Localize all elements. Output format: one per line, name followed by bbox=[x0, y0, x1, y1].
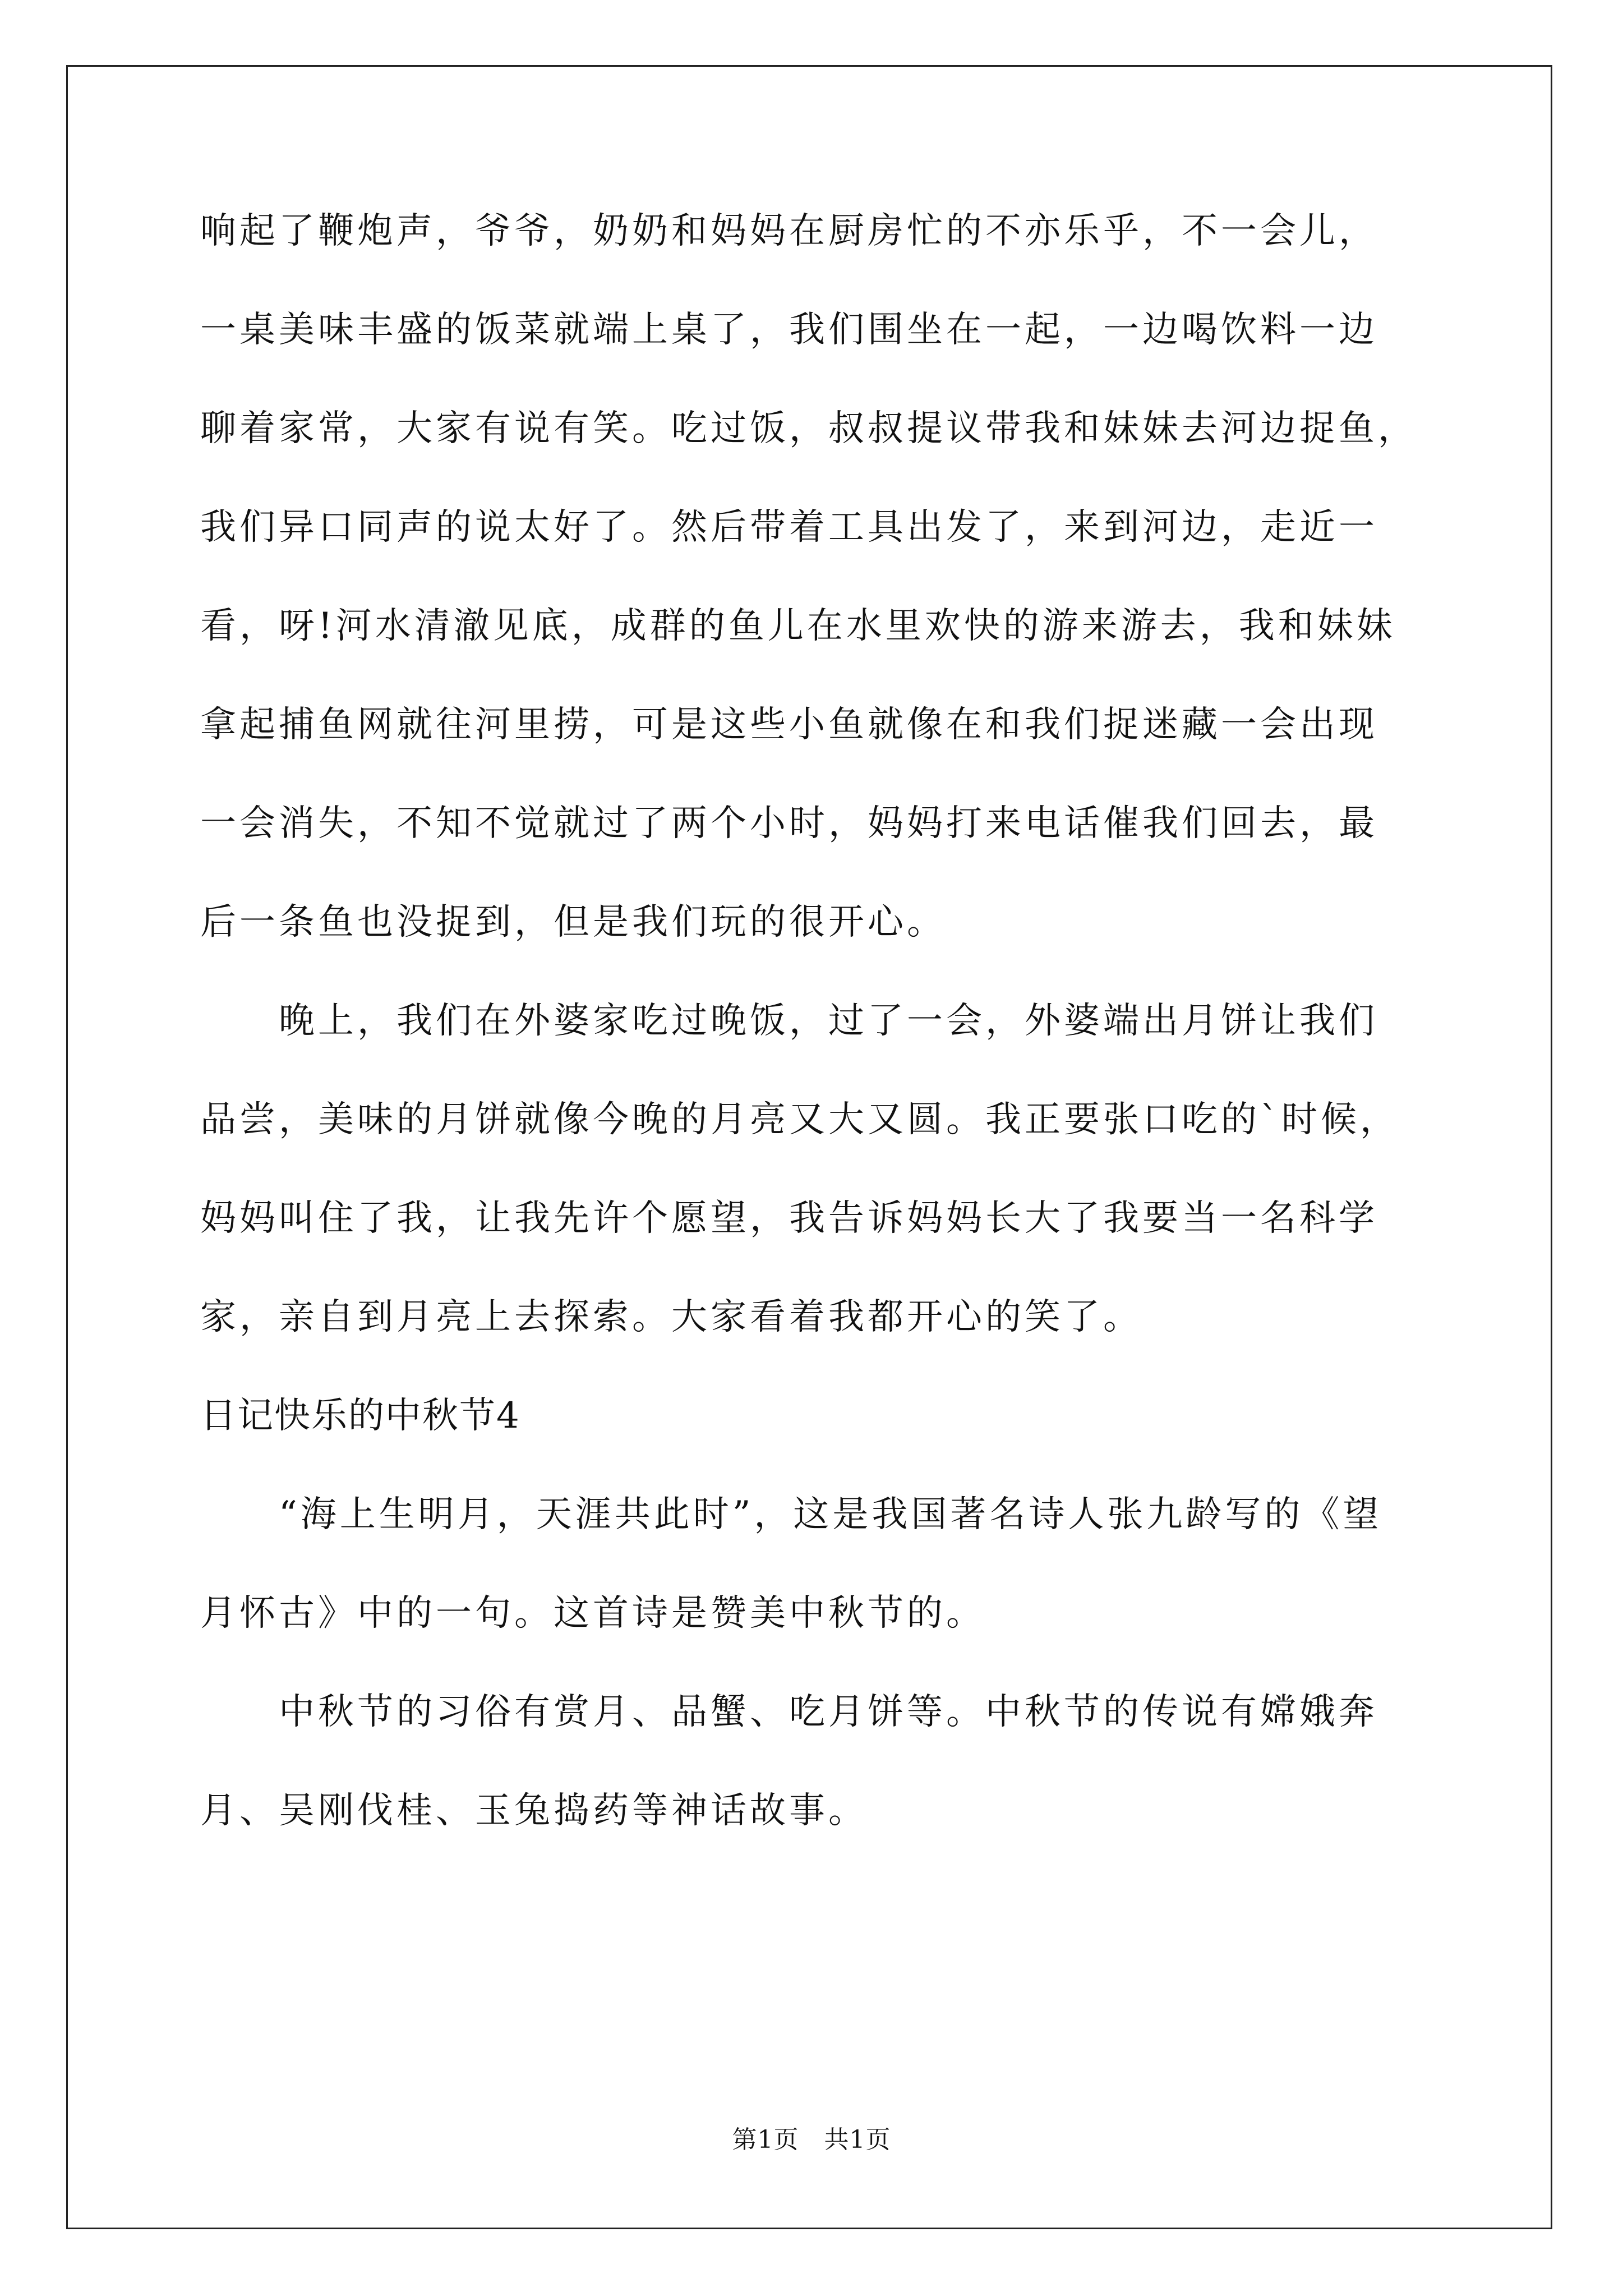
paragraph-line: 妈妈叫住了我，让我先许个愿望，我告诉妈妈长大了我要当一名科学 bbox=[200, 1198, 1378, 1239]
paragraph-line: 月、吴刚伐桂、玉兔捣药等神话故事。 bbox=[200, 1790, 868, 1832]
paragraph-line: 中秋节的习俗有赏月、品蟹、吃月饼等。中秋节的传说有嫦娥奔 bbox=[279, 1691, 1378, 1733]
paragraph-line: 一桌美味丰盛的饭菜就端上桌了，我们围坐在一起，一边喝饮料一边 bbox=[200, 309, 1378, 351]
paragraph-line: 月怀古》中的一句。这首诗是赞美中秋节的。 bbox=[200, 1593, 985, 1634]
paragraph-line: 品尝，美味的月饼就像今晚的月亮又大又圆。我正要张口吃的`时候， bbox=[200, 1099, 1399, 1140]
paragraph-line: 我们异口同声的说太好了。然后带着工具出发了，来到河边，走近一 bbox=[200, 507, 1378, 548]
paragraph-line: 响起了鞭炮声，爷爷，奶奶和妈妈在厨房忙的不亦乐乎，不一会儿， bbox=[200, 210, 1378, 252]
section-heading: 日记快乐的中秋节4 bbox=[200, 1395, 520, 1437]
paragraph-line: 看，呀!河水清澈见底，成群的鱼儿在水里欢快的游来游去，我和妹妹 bbox=[200, 605, 1396, 647]
page-footer: 第1页 共1页 bbox=[732, 2125, 891, 2154]
document-body bbox=[200, 210, 1423, 1892]
paragraph-line: 家，亲自到月亮上去探索。大家看着我都开心的笑了。 bbox=[200, 1296, 1142, 1338]
paragraph-line: 一会消失，不知不觉就过了两个小时，妈妈打来电话催我们回去，最 bbox=[200, 803, 1378, 844]
paragraph-line: 拿起捕鱼网就往河里捞，可是这些小鱼就像在和我们捉迷藏一会出现 bbox=[200, 704, 1378, 746]
paragraph-line: 晚上，我们在外婆家吃过晚饭，过了一会，外婆端出月饼让我们 bbox=[279, 1000, 1378, 1042]
paragraph-line: 后一条鱼也没捉到，但是我们玩的很开心。 bbox=[200, 901, 946, 943]
paragraph-line: “海上生明月，天涯共此时”，这是我国著名诗人张九龄写的《望 bbox=[279, 1494, 1382, 1535]
paragraph-line: 聊着家常，大家有说有笑。吃过饭，叔叔提议带我和妹妹去河边捉鱼， bbox=[200, 408, 1417, 449]
